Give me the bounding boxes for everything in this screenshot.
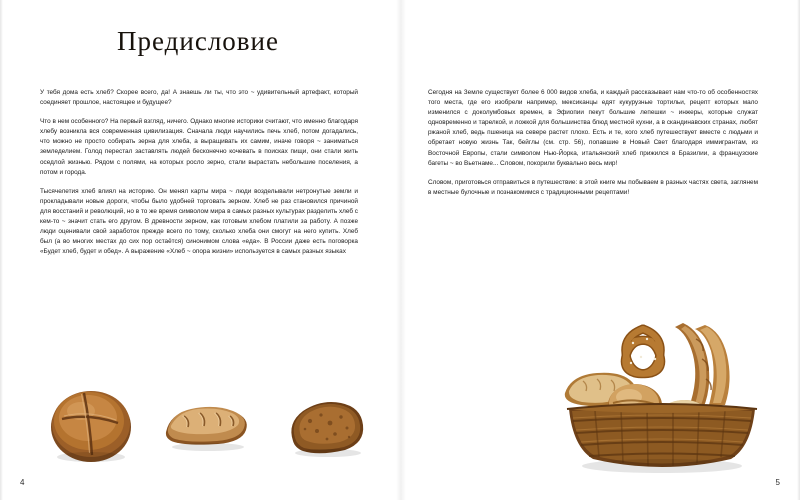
baguette-loaf-icon [160,398,252,452]
rustic-dark-loaf-icon [283,395,367,459]
round-cross-scored-loaf-icon [48,383,134,465]
page-title: Предисловие [117,26,279,56]
left-column-text [40,88,358,266]
right-column-text [428,88,758,207]
paragraph: Что в нем особенного? На первый взгляд, ничего. Однако многие историки считают, что именно благодаря хлебу возникла вся современная цивилизация. Сначала люди научились печь хлеб, потом догадались, что можно не просто собирать зерна для хлеба, а выращивать их самим, иначе говоря ~ заниматься земледелием. Голод перестал заставлять людей бесконечно кочевать в поисках пищи, они стали жить оседлой жизнью. Рядом с полями, на которых росло зерно, стали вырастать небольшие поселения, а потом и города. [40,118,358,176]
paragraph: У тебя дома есть хлеб? Скорее всего, да! А знаешь ли ты, что это ~ удивительный артефакт, который соединяет прошлое, настоящее и будущее? [40,89,358,107]
paragraph: Сегодня на Земле существует более 6 000 видов хлеба, и каждый рассказывает нам что-то об особенностях того места, где его изобрели например, мексиканцы едят кукурузные тортильи, рецепт которых мало изменился с доколумбовых времен, в Эфиопии пекут большие лепешки ~ инжеры, которые служат одновременно и тарелкой, и ложкой для большинства блюд местной кухни, а в скандинавских странах, любят ржаной хлеб, ведь пшеница на севере растет плохо. Есть и те, кого хлеб путешествует вместе с людьми и обретает новую жизнь Так, бейглы (см. стр. 56), попавшие в Новый Свет благодаря иммигрантам, из Восточной Европы, стали символом Нью-Йорка, итальянский хлеб прижился в Бразилии, а французские багеты ~ во Вьетнаме... Словом, покорили буквально весь мир! [428,89,758,167]
bread-basket-icon [555,305,770,475]
page-edge-left [0,0,3,500]
paragraph: Словом, приготовься отправиться в путешествие: в этой книге мы побываем в разных частях света, заглянем в местные булочные и познакомимся с традиционными рецептами! [428,178,758,196]
folio-right: 5 [775,478,780,487]
folio-left: 4 [20,478,25,487]
paragraph: Тысячелетия хлеб влиял на историю. Он менял карты мира ~ люди возделывали нетронутые земли и прокладывали новые дороги, чтобы было удобней торговать зерном. Хлеб не раз становился причиной для восстаний и революций, но в то же время символом мира в самых разных культурах разделить хлеб с кем-то ~ значит стать его другом. В древности зерном, как готовым хлебом платили за работу. А позже люди оценивали свой заработок прежде всего по тому, сколько хлеба они смогут на него купить. Хлеб был (а во многих местах до сих пор остаётся) синонимом слова «еда». В России даже есть поговорка «Будет хлеб, будет и обед». А выражение «Хлеб ~ опора жизни» используется в самых разных языках [40,187,358,256]
spread-gutter [396,0,406,500]
